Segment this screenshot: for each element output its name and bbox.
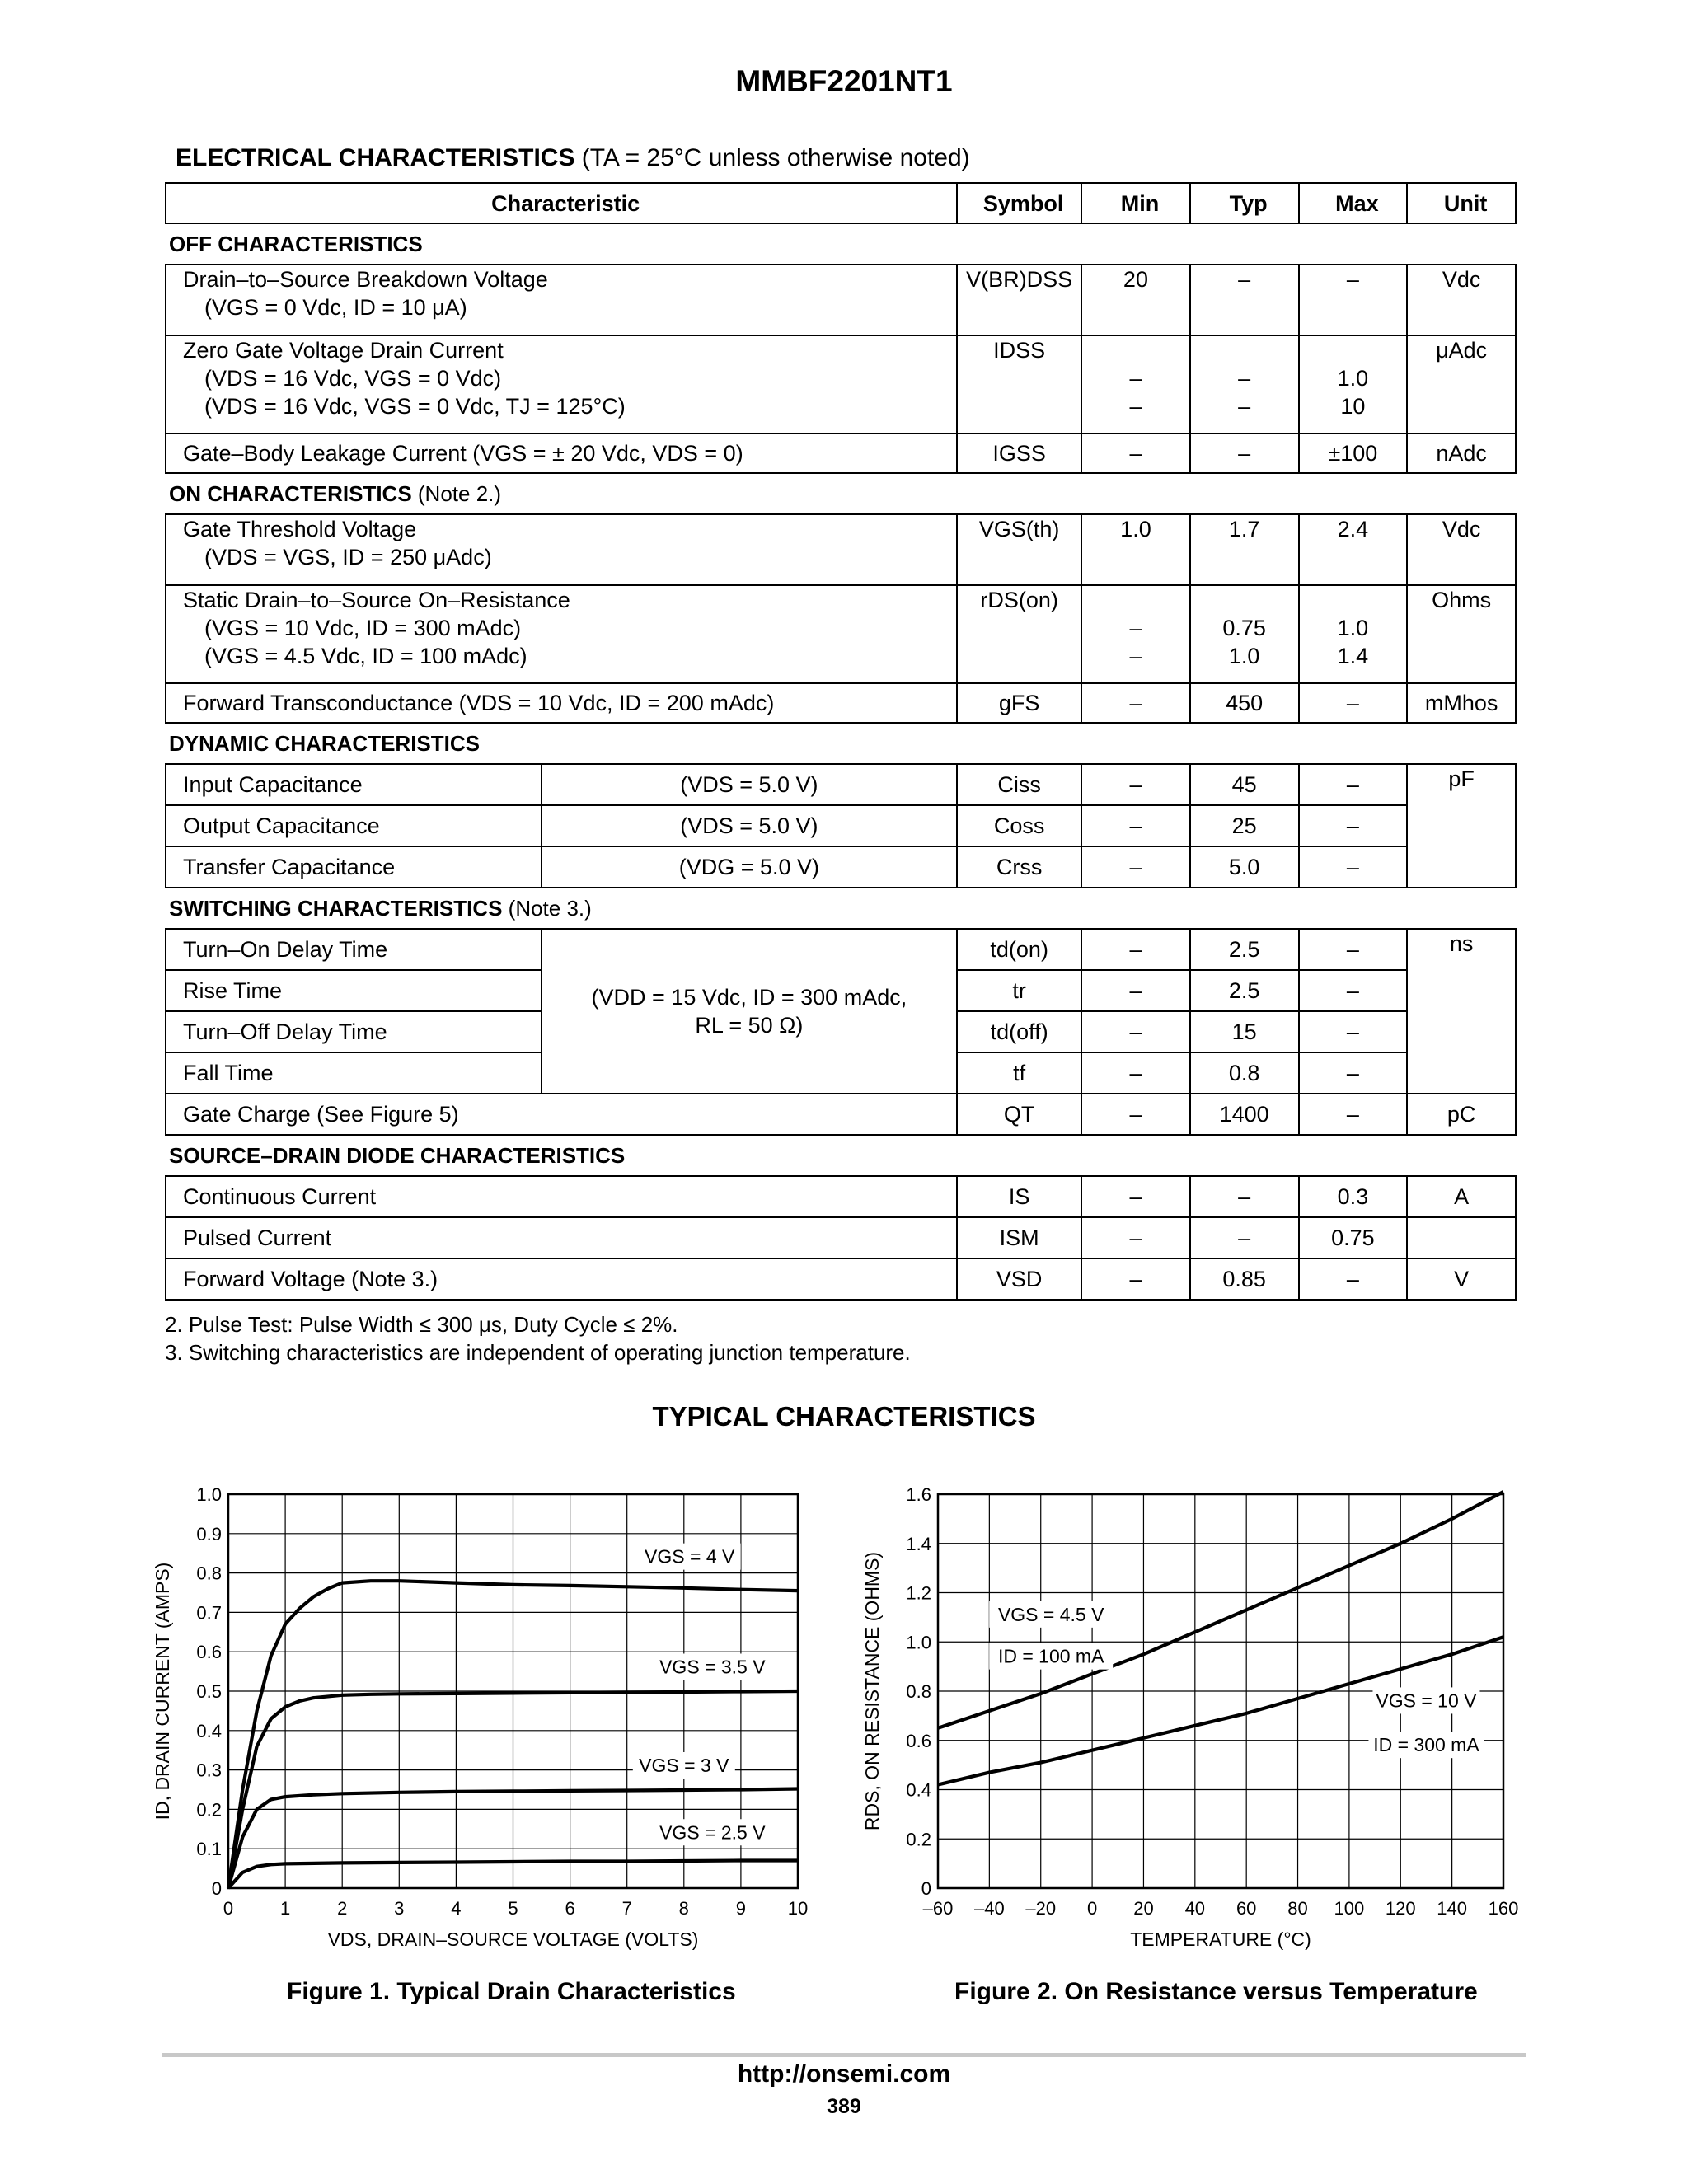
x-tick-label: 160: [1488, 1898, 1519, 1919]
footnote: 3. Switching characteristics are independent of operating junction temperature.: [165, 1340, 911, 1365]
x-tick-label: 140: [1437, 1898, 1467, 1919]
col-max: Max: [1299, 183, 1408, 223]
col-symbol: Symbol: [957, 183, 1081, 223]
page-title: MMBF2201NT1: [735, 64, 953, 98]
y-axis-label: RDS, ON RESISTANCE (OHMS): [861, 1551, 883, 1831]
x-tick-label: 6: [565, 1898, 575, 1919]
ec-heading: ELECTRICAL CHARACTERISTICS (TA = 25°C unless otherwise noted): [176, 144, 970, 171]
figure-1-caption: Figure 1. Typical Drain Characteristics: [287, 1978, 736, 2005]
curve-label: ID = 100 mA: [997, 1645, 1104, 1667]
table-row: Zero Gate Voltage Drain Current (VDS = 16 Vdc, VGS = 0 Vdc) (VDS = 16 Vdc, VGS = 0 Vdc, TJ = 125°C) IDSS – – – – 1.0 10 μAdc: [166, 335, 1516, 434]
table-row: Gate–Body Leakage Current (VGS = ± 20 Vdc, VDS = 0) IGSS – – ±100 nAdc: [166, 434, 1516, 473]
curve-label: VGS = 3 V: [639, 1754, 729, 1776]
footnote: 2. Pulse Test: Pulse Width ≤ 300 μs, Duty Cycle ≤ 2%.: [165, 1312, 678, 1337]
section-on: ON CHARACTERISTICS (Note 2.): [166, 473, 1516, 514]
y-tick-label: 0.4: [906, 1779, 931, 1801]
x-tick-label: 120: [1385, 1898, 1416, 1919]
table-row: Forward Voltage (Note 3.) VSD – 0.85 – V: [166, 1258, 1516, 1300]
x-tick-label: 10: [787, 1898, 809, 1919]
table-row: Pulsed Current ISM – – 0.75: [166, 1217, 1516, 1258]
curve-label: VGS = 4.5 V: [997, 1603, 1104, 1625]
y-tick-label: 0.4: [196, 1720, 222, 1741]
y-tick-label: 1.6: [906, 1484, 931, 1505]
y-tick-label: 0.5: [196, 1681, 222, 1702]
table-row: Turn–On Delay Time (VDD = 15 Vdc, ID = 300 mAdc, RL = 50 Ω) td(on) – 2.5 – ns: [166, 929, 1516, 970]
y-tick-label: 0.9: [196, 1523, 222, 1544]
table-row: Input Capacitance (VDS = 5.0 V) Ciss – 45 – pF: [166, 764, 1516, 805]
y-tick-label: 0.7: [196, 1602, 222, 1624]
x-tick-label: 80: [1287, 1898, 1308, 1919]
table-row: Drain–to–Source Breakdown Voltage (VGS = 0 Vdc, ID = 10 μA) V(BR)DSS 20 – – Vdc: [166, 265, 1516, 335]
y-tick-label: 0: [211, 1878, 222, 1899]
y-tick-label: 0.8: [906, 1681, 931, 1702]
x-tick-label: 0: [223, 1898, 234, 1919]
x-tick-label: 8: [678, 1898, 689, 1919]
col-typ: Typ: [1190, 183, 1299, 223]
table-row: Fall Time tf – 0.8 –: [166, 1052, 1516, 1094]
y-tick-label: 1.0: [196, 1484, 222, 1505]
figure-2-chart: [861, 1484, 1518, 1950]
footnotes: [165, 1310, 911, 1366]
x-tick-label: –20: [1025, 1898, 1057, 1919]
curve-label: VGS = 4 V: [645, 1545, 735, 1568]
x-tick-label: 4: [451, 1898, 462, 1919]
y-axis-label: ID, DRAIN CURRENT (AMPS): [152, 1562, 173, 1821]
table-header-row: [166, 183, 1516, 223]
x-tick-label: 20: [1133, 1898, 1154, 1919]
y-tick-label: 0.6: [906, 1730, 931, 1751]
y-tick-label: 0.3: [196, 1760, 222, 1781]
x-tick-label: 1: [279, 1898, 291, 1919]
footer-divider: [162, 2053, 1526, 2057]
page-number: 389: [827, 2095, 861, 2118]
col-unit: Unit: [1407, 183, 1516, 223]
x-tick-label: 100: [1334, 1898, 1365, 1919]
y-tick-label: 0.2: [906, 1829, 931, 1850]
section-dynamic: DYNAMIC CHARACTERISTICS: [166, 723, 1516, 764]
x-tick-label: –40: [974, 1898, 1005, 1919]
table-row: Static Drain–to–Source On–Resistance (VGS = 10 Vdc, ID = 300 mAdc) (VGS = 4.5 Vdc, ID = 100 mAdc) rDS(on) – – 0.75 1.0 1.0 1.4 Ohms: [166, 585, 1516, 683]
x-tick-label: 9: [735, 1898, 747, 1919]
table-row: Turn–Off Delay Time td(off) – 15 –: [166, 1011, 1516, 1052]
charts-svg: [0, 1467, 1688, 1978]
x-axis-label: TEMPERATURE (°C): [1130, 1929, 1311, 1950]
y-tick-label: 0.1: [196, 1839, 222, 1860]
x-tick-label: 0: [1086, 1898, 1098, 1919]
y-tick-label: 0.2: [196, 1799, 222, 1821]
col-characteristic: Characteristic: [166, 183, 957, 223]
table-row: Gate Threshold Voltage (VDS = VGS, ID = 250 μAdc) VGS(th) 1.0 1.7 2.4 Vdc: [166, 514, 1516, 585]
y-tick-label: 0: [921, 1878, 931, 1899]
figure-1-chart: [152, 1484, 808, 1950]
curve-label: VGS = 2.5 V: [659, 1821, 766, 1844]
typical-characteristics-title: TYPICAL CHARACTERISTICS: [652, 1401, 1036, 1432]
x-tick-label: 40: [1184, 1898, 1206, 1919]
y-tick-label: 1.0: [906, 1632, 931, 1653]
x-tick-label: 3: [394, 1898, 405, 1919]
y-tick-label: 1.2: [906, 1582, 931, 1604]
y-tick-label: 0.8: [196, 1563, 222, 1584]
section-off: OFF CHARACTERISTICS: [166, 223, 1516, 265]
col-min: Min: [1081, 183, 1190, 223]
table-row: Rise Time tr – 2.5 –: [166, 970, 1516, 1011]
y-tick-label: 0.6: [196, 1642, 222, 1663]
curve-label: VGS = 10 V: [1376, 1690, 1477, 1712]
table-row: Gate Charge (See Figure 5) QT – 1400 – pC: [166, 1094, 1516, 1135]
curve-label: ID = 300 mA: [1373, 1734, 1479, 1756]
section-source-drain: SOURCE–DRAIN DIODE CHARACTERISTICS: [166, 1135, 1516, 1176]
x-tick-label: 7: [621, 1898, 632, 1919]
x-tick-label: 60: [1236, 1898, 1257, 1919]
x-tick-label: 2: [337, 1898, 348, 1919]
x-tick-label: 5: [508, 1898, 518, 1919]
table-row: Transfer Capacitance (VDG = 5.0 V) Crss – 5.0 –: [166, 846, 1516, 888]
y-tick-label: 1.4: [906, 1533, 931, 1554]
section-switching: SWITCHING CHARACTERISTICS (Note 3.): [166, 888, 1516, 929]
figure-2-caption: Figure 2. On Resistance versus Temperature: [954, 1978, 1478, 2005]
curve-label: VGS = 3.5 V: [659, 1656, 766, 1678]
x-tick-label: –60: [922, 1898, 954, 1919]
table-row: Forward Transconductance (VDS = 10 Vdc, ID = 200 mAdc) gFS – 450 – mMhos: [166, 683, 1516, 723]
x-axis-label: VDS, DRAIN–SOURCE VOLTAGE (VOLTS): [327, 1929, 699, 1950]
electrical-characteristics-table: [165, 182, 1517, 1301]
table-row: Output Capacitance (VDS = 5.0 V) Coss – 25 –: [166, 805, 1516, 846]
table-row: Continuous Current IS – – 0.3 A: [166, 1176, 1516, 1217]
footer-url[interactable]: http://onsemi.com: [737, 2060, 951, 2088]
